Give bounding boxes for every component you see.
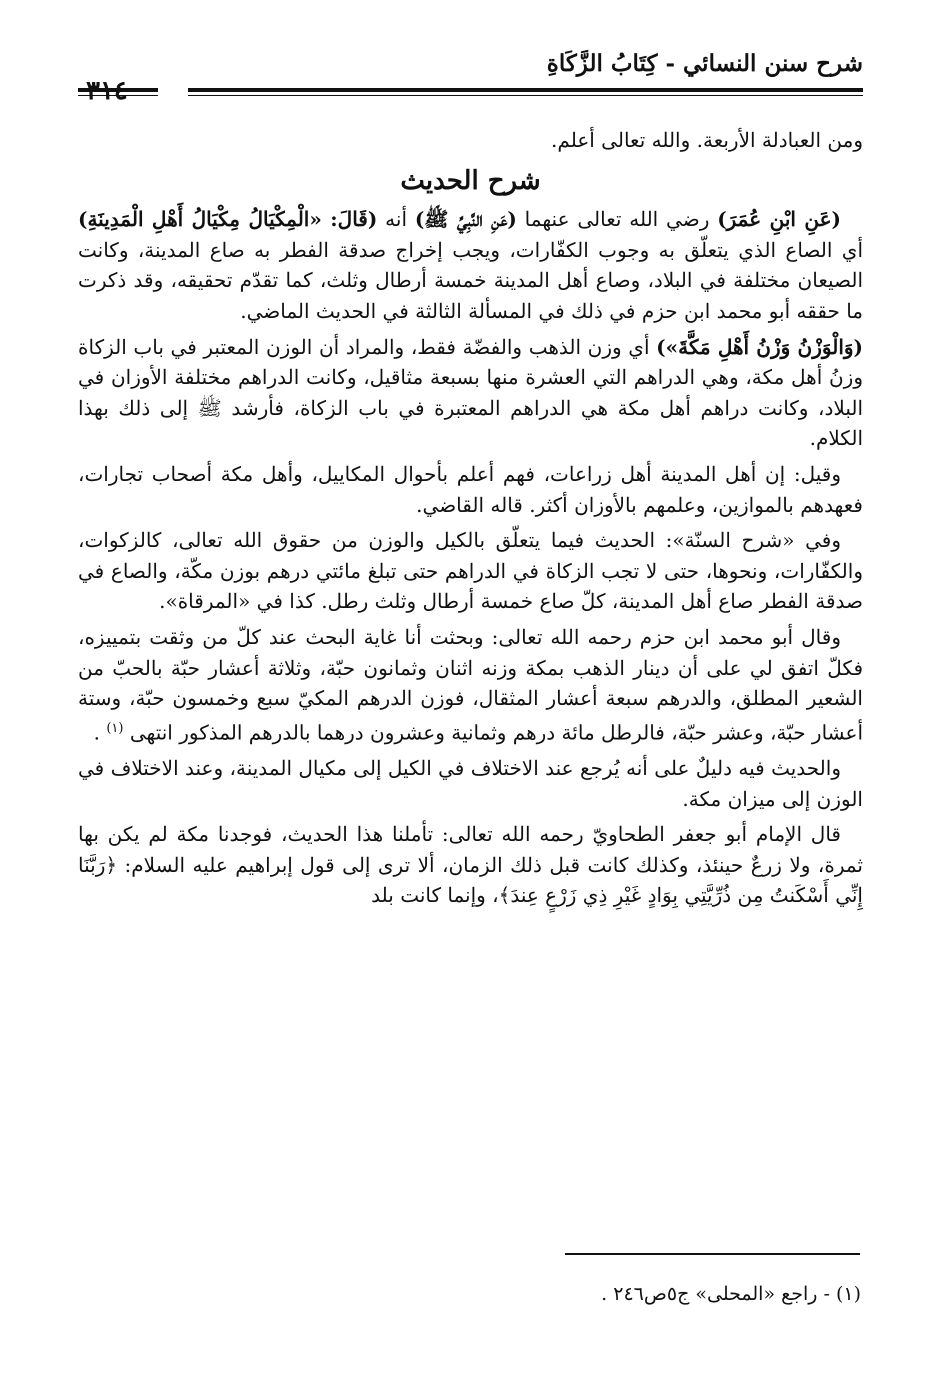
paragraph-text: أي الصاع الذي يتعلّق به وجوب الكفّارات، ويجب إخراج صدقة الفطر به صاع المدينة، وكانت الصيعان مختلفة في البلاد، وصاع أهل المدينة خمسة أرطال وثلث، كما تقدّم تحقيقه، وقد ذكرت ما حققه أبو محمد ابن حزم في ذلك في المسألة الثالثة في الحديث الماضي. (78, 237, 863, 323)
paragraph-4: وفي «شرح السنّة»: الحديث فيما يتعلّق بالكيل والوزن من حقوق الله تعالى، كالزكوات، والكفّارات، ونحوها، حتى لا تجب الزكاة في الدراهم حتى تبلغ مائتي درهم بوزن مكّة، والصاع في صدقة الفطر صاع أهل المدينة، كلّ صاع خمسة أرطال وثلث رطل. كذا في «المرقاة». (78, 528, 863, 614)
paragraph-6: والحديث فيه دليلٌ على أنه يُرجع عند الاختلاف في الكيل إلى مكيال المدينة، وعند الاختلاف في الوزن إلى ميزان مكة. (78, 755, 863, 811)
paragraph-2 (78, 332, 863, 454)
hadith-quote: (قَالَ: «الْمِكْيَالُ مِكْيَالُ أَهْلِ الْمَدِينَةِ) (78, 207, 378, 232)
header-rule (188, 88, 863, 96)
paragraph-text: . (93, 720, 107, 745)
running-title: شرح سنن النسائي - كِتَابُ الزَّكَاةِ (546, 50, 863, 77)
footnote-reference: (١) (106, 720, 124, 736)
main-text (78, 125, 863, 916)
footnote: (١) - راجع «المحلى» ج٥ص٢٤٦ . (601, 1283, 861, 1305)
hadith-quote: (وَالْوَزْنُ وَزْنُ أَهْلِ مَكَّةَ») (656, 334, 863, 359)
paragraph-5 (78, 622, 863, 748)
paragraph-text: ، وإنما كانت بلد (371, 883, 499, 908)
paragraph-text: أي وزن الذهب والفضّة فقط، والمراد أن الوزن المعتبر في باب الزكاة وزنُ أهل مكة، وهي الدراهم التي العشرة منها بسبعة مثاقيل، وكانت الدراهم مختلفة الأوزان في البلاد، وكانت دراهم أهل مكة هي الدراهم المعتبرة في باب الزكاة، فأرشد ﷺ إلى ذلك بهذا الكلام. (78, 334, 863, 451)
section-title: شرح الحديث (400, 165, 541, 196)
hadith-source: (عَنِ النَّبِيِّ ﷺ) (414, 207, 517, 232)
paragraph-text: رضي الله تعالى عنهما (516, 207, 718, 232)
paragraph-3: وقيل: إن أهل المدينة أهل زراعات، فهم أعلم بأحوال المكاييل، وأهل مكة أصحاب تجارات، فعهدهم بالموازين، وعلمهم بالأوزان أكثر. قاله القاضي. (78, 461, 863, 517)
paragraph-7 (78, 819, 863, 911)
paragraph-1 (78, 204, 863, 326)
quran-quote: ﴿رَبَّنَا إِنِّي أَسْكَنتُ مِن ذُرِّيَّتِي بِوَادٍ غَيْرِ ذِي زَرْعٍ عِندَ﴾ (78, 852, 863, 908)
footnote-rule (565, 1253, 860, 1255)
paragraph-text: قال الإمام أبو جعفر الطحاويّ رحمه الله تعالى: تأملنا هذا الحديث، فوجدنا مكة لم يكن بها ثمرة، ولا زرعٌ حينئذ، وكذلك كانت قبل ذلك الزمان، ألا ترى إلى قول إبراهيم عليه السلام: (78, 822, 863, 877)
paragraph-text: أنه (377, 207, 415, 232)
paragraph-intro: ومن العبادلة الأربعة. والله تعالى أعلم. (551, 128, 863, 152)
page-number: ٣١٤ (86, 76, 128, 106)
hadith-narrator: (عَنِ ابْنِ عُمَرَ) (717, 207, 842, 232)
running-header (78, 50, 863, 110)
paragraph-text: وقال أبو محمد ابن حزم رحمه الله تعالى: وبحثت أنا غاية البحث عند كلّ من وثقت بتمييزه، فكلّ اتفق لي على أن دينار الذهب بمكة وزنه اثنان وثمانون حبّة، وثلاثة أعشار حبّة بالحبّ من الشعير المطلق، والدرهم سبعة أعشار المثقال، فوزن الدرهم المكيّ سبع وخمسون حبّة، وستة أعشار حبّة، وعشر حبّة، فالرطل مائة درهم وثمانية وعشرون درهما بالدرهم المذكور انتهى (78, 624, 863, 745)
